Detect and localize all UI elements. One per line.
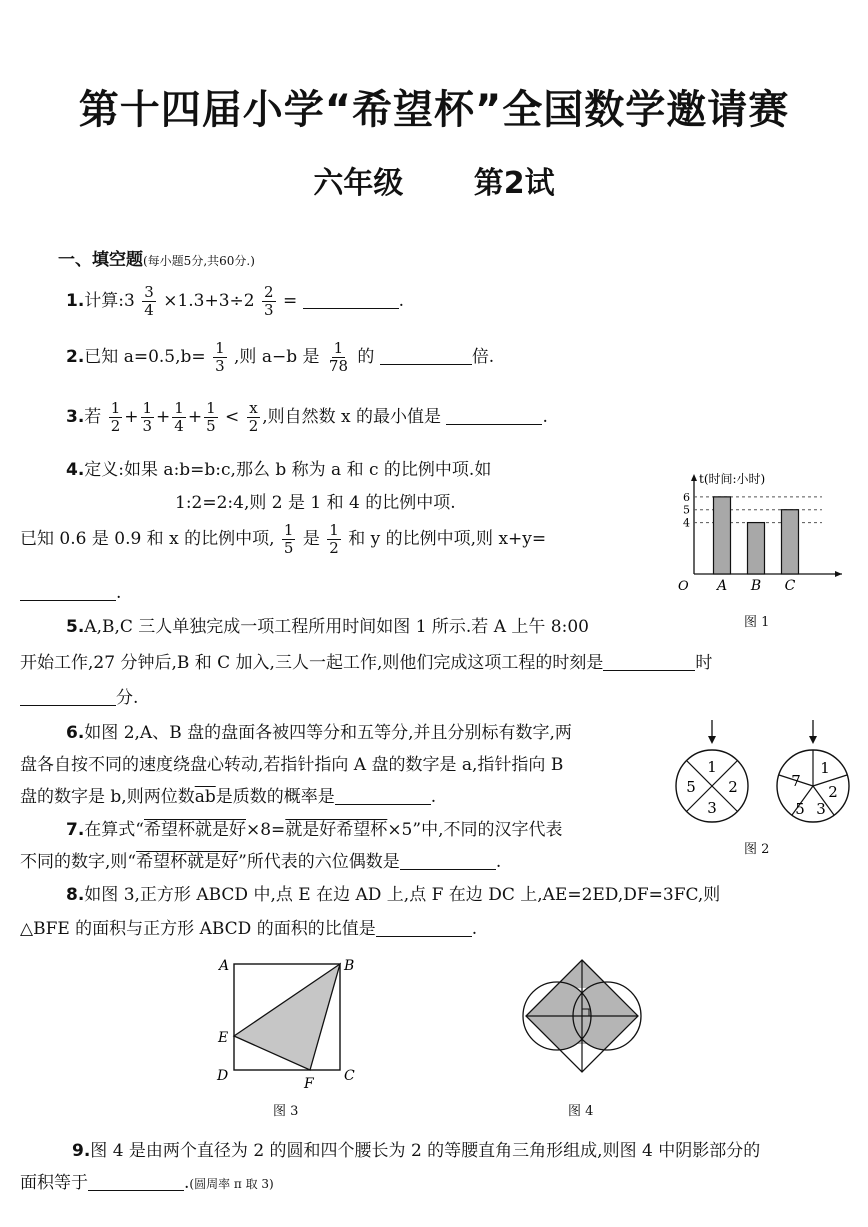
q6-line3a: 盘的数字是 b,则两位数 <box>20 787 195 807</box>
answer-blank[interactable] <box>380 346 472 365</box>
q3-text-a: 若 <box>84 407 102 427</box>
q2-text-a: 已知 a=0.5,b= <box>84 347 206 367</box>
bar-b <box>748 523 765 574</box>
section-title: 一、填空题 <box>58 250 143 270</box>
y-axis-arrow-icon <box>691 474 697 481</box>
page-title: 第十四届小学“希望杯”全国数学邀请赛 <box>78 87 790 133</box>
question-number: 2. <box>66 347 85 367</box>
figure-3-caption: 图 3 <box>273 1104 299 1119</box>
q9-line2b: . <box>184 1173 190 1193</box>
denominator: 2 <box>329 539 339 557</box>
q7-end: . <box>495 852 502 872</box>
question-4-line-2: 1:2=2:4,则 2 是 1 和 4 的比例中项. <box>175 493 456 513</box>
q7-overlined-number: 希望杯就是好 <box>144 820 246 840</box>
answer-blank[interactable] <box>446 406 542 425</box>
q7-line2b: ”所代表的六位偶数是 <box>238 852 400 872</box>
question-6-line-1 <box>66 718 572 743</box>
denominator: 78 <box>328 357 348 375</box>
two-digit-number-ab: $\overline{ab}$ <box>194 787 216 807</box>
q8-end: . <box>471 919 478 939</box>
x-tick-label: B <box>750 578 762 594</box>
figure-4-circles-triangles <box>514 952 654 1096</box>
denominator: 2 <box>110 417 121 435</box>
denominator: 4 <box>144 301 154 319</box>
y-axis-label: t(时间:小时) <box>699 472 766 486</box>
y-tick-label: 5 <box>683 503 690 517</box>
q8-line1: 如图 3,正方形 ABCD 中,点 E 在边 AD 上,点 F 在边 DC 上,AE=2ED,DF=3FC,则 <box>84 885 721 905</box>
fraction <box>141 400 155 435</box>
question-5-line-3 <box>20 683 138 708</box>
q7-overlined-number: 希望杯就是好 <box>136 852 239 872</box>
q3-end: . <box>542 407 548 427</box>
numerator: 2 <box>264 283 274 301</box>
question-6-line-2: 盘各自按不同的速度绕盘心转动,若指针指向 A 盘的数字是 a,指针指向 B <box>20 755 564 775</box>
disk-b-number: 3 <box>816 800 826 818</box>
question-number: 5. <box>66 617 85 637</box>
question-number: 7. <box>66 820 85 840</box>
question-9-line-1 <box>72 1136 760 1161</box>
question-4-line-1 <box>66 455 491 480</box>
question-number: 8. <box>66 885 85 905</box>
question-number: 9. <box>72 1141 91 1161</box>
denominator: 3 <box>142 417 153 435</box>
fraction <box>282 522 296 557</box>
numerator: 1 <box>206 399 216 417</box>
q5-line2: 开始工作,27 分钟后,B 和 C 加入,三人一起工作,则他们完成这项工程的时刻是 <box>20 653 604 673</box>
q5-line1: A,B,C 三人单独完成一项工程所用时间如图 1 所示.若 A 上午 8:00 <box>84 617 589 637</box>
section-note: (每小题5分,共60分.) <box>143 254 255 268</box>
answer-blank[interactable] <box>376 918 472 937</box>
pointer-a-arrow-icon <box>708 736 716 744</box>
section-heading <box>58 245 255 270</box>
q2-end: 倍. <box>471 347 495 367</box>
fraction <box>172 400 186 435</box>
question-5-line-1 <box>66 612 589 637</box>
answer-blank-minute[interactable] <box>20 687 116 706</box>
numerator: 3 <box>144 283 154 301</box>
label-d: D <box>217 1068 229 1084</box>
disk-b-number: 1 <box>820 759 830 777</box>
q5-unit-minute: 分. <box>116 688 139 708</box>
q1-prefix: 计算:3 <box>84 291 135 311</box>
q6-end: . <box>430 787 437 807</box>
question-number: 6. <box>66 723 85 743</box>
numerator: 1 <box>174 399 184 417</box>
plus: + <box>187 407 203 427</box>
disk-b-number: 2 <box>828 783 838 801</box>
figure-3-square <box>212 952 364 1094</box>
question-3 <box>66 400 548 435</box>
q4-line1: 定义:如果 a:b=b:c,那么 b 称为 a 和 c 的比例中项.如 <box>84 460 492 480</box>
answer-blank[interactable] <box>335 786 431 805</box>
plus: + <box>156 407 171 427</box>
fraction <box>327 340 350 375</box>
denominator: 3 <box>215 357 225 375</box>
q2-text-b: ,则 a−b 是 <box>234 347 320 367</box>
answer-blank-hour[interactable] <box>603 652 695 671</box>
figure-1-caption: 图 1 <box>744 615 770 630</box>
numerator: 1 <box>329 521 339 539</box>
answer-blank[interactable] <box>88 1172 184 1191</box>
x-axis-arrow-icon <box>835 571 842 577</box>
q3-text-b: ,则自然数 x 的最小值是 <box>262 407 442 427</box>
x-tick-label: A <box>716 578 728 594</box>
page-subtitle: 六年级 第2试 <box>313 166 555 201</box>
q7-line2a: 不同的数字,则“ <box>20 852 137 872</box>
figure-4-caption: 图 4 <box>568 1104 594 1119</box>
figure-2-caption: 图 2 <box>744 842 770 857</box>
question-8-line-1 <box>66 880 720 905</box>
y-tick-label: 4 <box>683 516 690 530</box>
question-number: 3. <box>66 407 85 427</box>
q4-line3c: 和 y 的比例中项,则 x+y= <box>348 529 547 549</box>
disk-a-number: 5 <box>686 778 696 796</box>
numerator: 1 <box>333 339 344 357</box>
fraction <box>204 400 218 435</box>
q1-equals: = <box>282 291 298 311</box>
label-f: F <box>304 1076 314 1092</box>
numerator: x <box>249 399 258 417</box>
q8-line2: △BFE 的面积与正方形 ABCD 的面积的比值是 <box>20 919 376 939</box>
fraction <box>262 284 276 319</box>
answer-blank[interactable] <box>303 290 399 309</box>
question-number: 1. <box>66 291 85 311</box>
denominator: 5 <box>283 539 294 557</box>
fraction <box>142 284 156 319</box>
x-tick-label: C <box>784 578 796 594</box>
q6-line3b: 是质数的概率是 <box>215 787 335 807</box>
q7-line1c: ×5”中,不同的汉字代表 <box>387 820 563 840</box>
q7-overlined-number: 就是好希望杯 <box>285 820 388 840</box>
disk-a-number: 3 <box>707 799 717 817</box>
fraction <box>327 522 341 557</box>
q2-text-c: 的 <box>357 347 375 367</box>
question-number: 4. <box>66 460 85 480</box>
label-e: E <box>218 1030 229 1046</box>
q4-line3b: 是 <box>302 529 320 549</box>
question-2 <box>66 340 494 375</box>
q7-line1b: ×8= <box>246 820 286 840</box>
figure-2-disks <box>672 718 854 830</box>
disk-a-number: 2 <box>728 778 738 796</box>
q4-line3a: 已知 0.6 是 0.9 和 x 的比例中项, <box>20 529 275 549</box>
q5-unit-hour: 时 <box>695 653 713 673</box>
disk-b-number: 7 <box>791 772 801 790</box>
denominator: 2 <box>248 417 259 435</box>
numerator: 1 <box>110 399 121 417</box>
bar-c <box>782 510 799 574</box>
question-8-line-2 <box>20 914 477 939</box>
q4-end: . <box>116 583 122 603</box>
label-b: B <box>344 958 355 974</box>
less-than: < <box>225 407 240 427</box>
label-a: A <box>219 958 230 974</box>
question-7-line-1 <box>66 815 562 840</box>
answer-blank[interactable] <box>400 851 496 870</box>
denominator: 3 <box>264 301 274 319</box>
triangle-bfe <box>234 964 340 1070</box>
q6-line1: 如图 2,A、B 盘的盘面各被四等分和五等分,并且分别标有数字,两 <box>84 723 572 743</box>
fraction <box>213 340 227 375</box>
numerator: 1 <box>283 521 294 539</box>
question-7-line-2 <box>20 847 501 872</box>
disk-a-number: 1 <box>707 758 717 776</box>
question-1 <box>66 284 404 319</box>
q9-note: (圆周率 π 取 3) <box>189 1177 274 1191</box>
question-6-line-3 <box>20 782 436 807</box>
q9-line1: 图 4 是由两个直径为 2 的圆和四个腰长为 2 的等腰直角三角形组成,则图 4 中阴影部分的 <box>90 1141 761 1161</box>
origin-label: O <box>678 579 689 594</box>
plus: + <box>124 407 139 427</box>
q7-line1a: 在算式“ <box>84 820 144 840</box>
pointer-b-arrow-icon <box>809 736 817 744</box>
denominator: 5 <box>206 417 216 435</box>
numerator: 1 <box>142 399 153 417</box>
question-4-line-3 <box>20 522 546 557</box>
denominator: 4 <box>174 417 184 435</box>
answer-blank[interactable] <box>20 582 116 601</box>
q9-line2a: 面积等于 <box>20 1173 88 1193</box>
fraction <box>109 400 123 435</box>
question-4-line-4 <box>20 582 121 603</box>
label-c: C <box>344 1068 355 1084</box>
fraction <box>247 400 261 435</box>
disk-b-number: 5 <box>795 800 805 818</box>
q1-mid: ×1.3+3÷2 <box>163 291 255 311</box>
figure-1-bar-chart <box>672 470 844 630</box>
question-5-line-2 <box>20 648 712 673</box>
bar-a <box>714 497 731 574</box>
y-tick-label: 6 <box>683 490 690 504</box>
q1-end: . <box>398 291 405 311</box>
question-9-line-2 <box>20 1168 274 1193</box>
numerator: 1 <box>215 339 225 357</box>
